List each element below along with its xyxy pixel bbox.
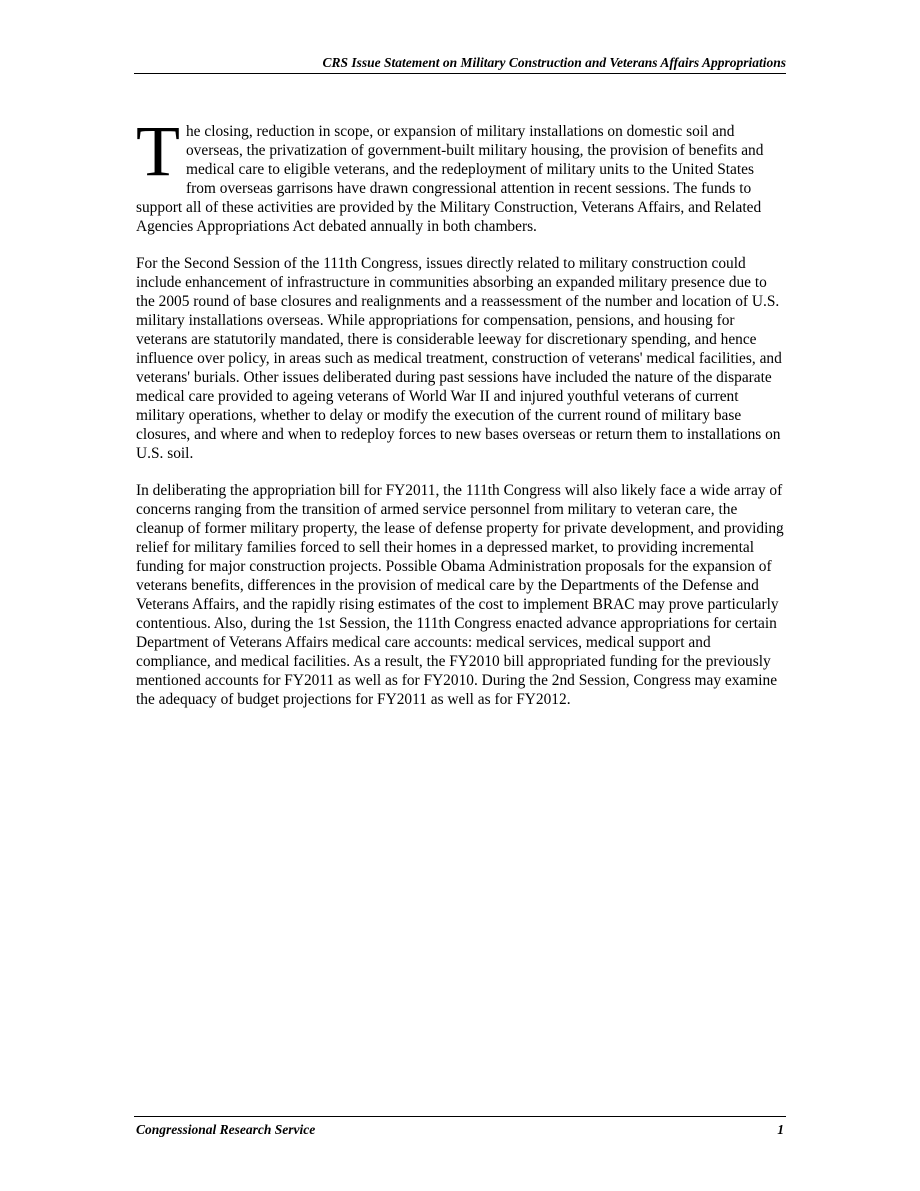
running-header-title: CRS Issue Statement on Military Construction and Veterans Affairs Appropriations	[322, 55, 786, 70]
drop-cap: T	[136, 111, 180, 191]
running-header	[134, 54, 786, 74]
footer-organization: Congressional Research Service	[136, 1122, 316, 1137]
page-footer	[134, 1116, 786, 1138]
document-body	[136, 111, 786, 727]
paragraph-2: For the Second Session of the 111th Congress, issues directly related to military construction could include enhancement of infrastructure in communities absorbing an expanded military presence due to the 2005 round of base closures and realignments and a reassessment of the number and location of U.S. military installations overseas. While appropriations for compensation, pensions, and housing for veterans are statutorily mandated, there is considerable leeway for discretionary spending, and hence influence over policy, in areas such as medical treatment, construction of veterans' medical facilities, and veterans' burials. Other issues deliberated during past sessions have included the nature of the disparate medical care provided to ageing veterans of World War II and injured youthful veterans of current military operations, whether to delay or modify the execution of the current round of military base closures, and where and when to redeploy forces to new bases overseas or return them to installations on U.S. soil.	[136, 255, 782, 462]
page-number: 1	[777, 1122, 784, 1137]
paragraph-1-text: he closing, reduction in scope, or expansion of military installations on domestic soil and overseas, the privatization of government-built military housing, the provision of benefits and medical care to eligible veterans, and the redeployment of military units to the United States from overseas garrisons have drawn congressional attention in recent sessions. The funds to support all of these activities are provided by the Military Construction, Veterans Affairs, and Related Agencies Appropriations Act debated annually in both chambers.	[136, 123, 764, 235]
paragraph-1	[136, 111, 786, 236]
paragraph-3: In deliberating the appropriation bill for FY2011, the 111th Congress will also likely face a wide array of concerns ranging from the transition of armed service personnel from military to veteran care, the cleanup of former military property, the lease of defense property for private development, and providing relief for military families forced to sell their homes in a depressed market, to providing incremental funding for major construction projects. Possible Obama Administration proposals for the expansion of veterans benefits, differences in the provision of medical care by the Departments of the Defense and Veterans Affairs, and the rapidly rising estimates of the cost to implement BRAC may prove particularly contentious. Also, during the 1st Session, the 111th Congress enacted advance appropriations for certain Department of Veterans Affairs medical care accounts: medical services, medical support and compliance, and medical facilities. As a result, the FY2010 bill appropriated funding for the previously mentioned accounts for FY2011 as well as for FY2010. During the 2nd Session, Congress may examine the adequacy of budget projections for FY2011 as well as for FY2012.	[136, 482, 784, 708]
